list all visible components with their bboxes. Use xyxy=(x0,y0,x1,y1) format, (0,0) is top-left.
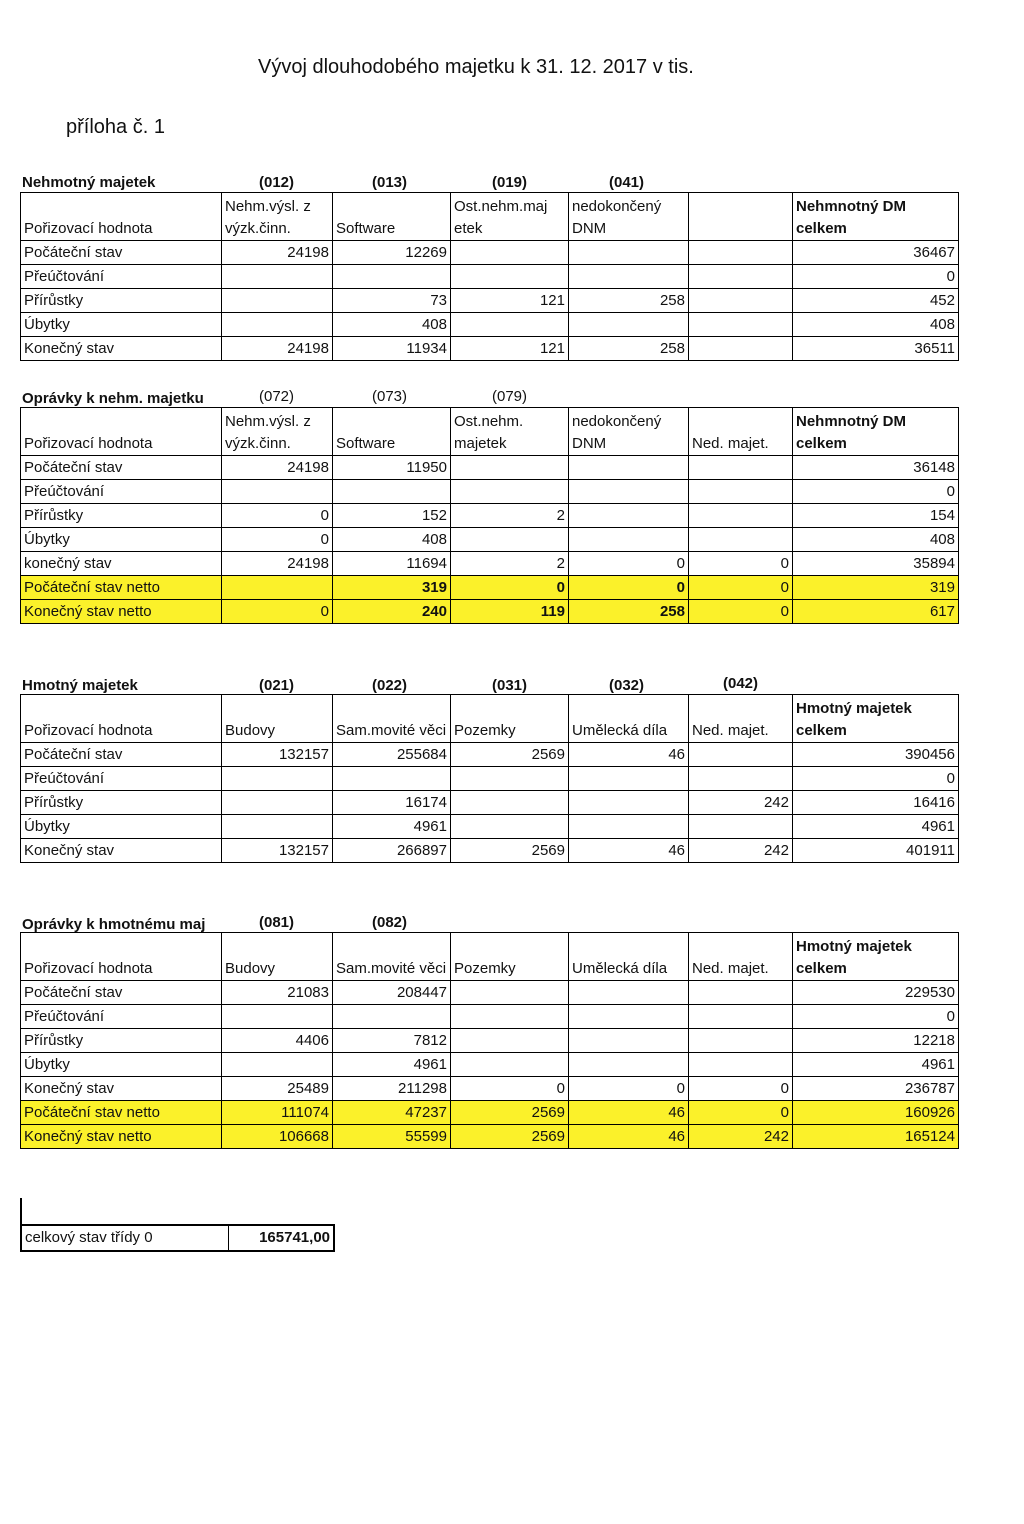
account-code: (081) xyxy=(259,914,295,931)
value-cell xyxy=(569,1005,689,1029)
value-cell: 0 xyxy=(222,600,333,624)
value-cell: 46 xyxy=(569,1101,689,1125)
column-header: Pozemky xyxy=(451,695,569,743)
value-cell: 4406 xyxy=(222,1029,333,1053)
value-cell xyxy=(569,981,689,1005)
row-label: Počáteční stav xyxy=(21,456,222,480)
column-header: Hmotný majetek celkem xyxy=(793,933,959,981)
value-cell: 11694 xyxy=(333,552,451,576)
value-cell: 25489 xyxy=(222,1077,333,1101)
value-cell xyxy=(569,791,689,815)
value-cell: 12269 xyxy=(333,241,451,265)
value-cell: 617 xyxy=(793,600,959,624)
table-row xyxy=(21,265,959,289)
value-cell xyxy=(451,456,569,480)
value-cell: 121 xyxy=(451,289,569,313)
table-row xyxy=(21,743,959,767)
column-header: Budovy xyxy=(222,933,333,981)
table-opravky-nehm-majetku xyxy=(20,407,959,624)
row-header-cell: Pořizovací hodnota xyxy=(21,193,222,241)
value-cell xyxy=(689,480,793,504)
value-cell xyxy=(451,313,569,337)
value-cell: 255684 xyxy=(333,743,451,767)
row-label: Konečný stav netto xyxy=(21,600,222,624)
divider xyxy=(20,1198,22,1226)
row-label: Přírůstky xyxy=(21,289,222,313)
column-header: Ned. majet. xyxy=(689,933,793,981)
value-cell xyxy=(451,1005,569,1029)
value-cell xyxy=(451,241,569,265)
table-row xyxy=(21,1125,959,1149)
value-cell: 0 xyxy=(689,576,793,600)
value-cell xyxy=(689,1005,793,1029)
table-row xyxy=(21,1029,959,1053)
value-cell: 0 xyxy=(569,1077,689,1101)
table-row xyxy=(21,456,959,480)
row-label: Počáteční stav xyxy=(21,241,222,265)
value-cell: 0 xyxy=(569,552,689,576)
annex-label: příloha č. 1 xyxy=(66,116,165,138)
value-cell: 0 xyxy=(793,767,959,791)
value-cell xyxy=(689,767,793,791)
value-cell: 0 xyxy=(569,576,689,600)
column-header: Ned. majet. xyxy=(689,408,793,456)
section-title-nehmotny: Nehmotný majetek xyxy=(22,174,156,191)
value-cell xyxy=(689,1029,793,1053)
table-row xyxy=(21,767,959,791)
column-header: Umělecká díla xyxy=(569,933,689,981)
value-cell: 154 xyxy=(793,504,959,528)
value-cell: 24198 xyxy=(222,337,333,361)
value-cell xyxy=(569,456,689,480)
value-cell: 24198 xyxy=(222,456,333,480)
value-cell: 16174 xyxy=(333,791,451,815)
value-cell xyxy=(689,528,793,552)
value-cell xyxy=(222,289,333,313)
column-header: Ned. majet. xyxy=(689,695,793,743)
value-cell: 35894 xyxy=(793,552,959,576)
value-cell: 152 xyxy=(333,504,451,528)
value-cell: 4961 xyxy=(793,1053,959,1077)
value-cell: 2569 xyxy=(451,839,569,863)
value-cell xyxy=(451,265,569,289)
value-cell: 111074 xyxy=(222,1101,333,1125)
row-label: Konečný stav xyxy=(21,337,222,361)
value-cell: 401911 xyxy=(793,839,959,863)
value-cell xyxy=(333,1005,451,1029)
value-cell: 0 xyxy=(689,1101,793,1125)
row-label: Přírůstky xyxy=(21,791,222,815)
row-label: Úbytky xyxy=(21,313,222,337)
value-cell: 46 xyxy=(569,839,689,863)
row-label: Přírůstky xyxy=(21,1029,222,1053)
value-cell xyxy=(689,815,793,839)
value-cell: 121 xyxy=(451,337,569,361)
value-cell: 242 xyxy=(689,1125,793,1149)
value-cell: 160926 xyxy=(793,1101,959,1125)
value-cell xyxy=(451,767,569,791)
column-header: Ost.nehm.maj etek xyxy=(451,193,569,241)
value-cell: 408 xyxy=(793,528,959,552)
value-cell xyxy=(222,576,333,600)
account-code: (019) xyxy=(492,174,528,191)
value-cell: 11950 xyxy=(333,456,451,480)
value-cell: 266897 xyxy=(333,839,451,863)
total-value: 165741,00 xyxy=(259,1229,330,1246)
table-row xyxy=(21,241,959,265)
table-row xyxy=(21,337,959,361)
column-header: nedokončený DNM xyxy=(569,193,689,241)
column-header: Nehmnotný DM celkem xyxy=(793,408,959,456)
value-cell: 24198 xyxy=(222,241,333,265)
value-cell: 0 xyxy=(689,1077,793,1101)
column-header: Nehm.výsl. z výzk.činn. xyxy=(222,408,333,456)
value-cell: 258 xyxy=(569,337,689,361)
value-cell: 236787 xyxy=(793,1077,959,1101)
value-cell: 258 xyxy=(569,289,689,313)
column-header: Software xyxy=(333,408,451,456)
value-cell xyxy=(569,1053,689,1077)
account-code: (042) xyxy=(723,675,759,692)
column-header: Sam.movité věci xyxy=(333,695,451,743)
value-cell xyxy=(333,265,451,289)
value-cell: 0 xyxy=(222,528,333,552)
row-label: Počáteční stav netto xyxy=(21,1101,222,1125)
value-cell: 0 xyxy=(689,552,793,576)
account-code: (041) xyxy=(609,174,645,191)
value-cell: 11934 xyxy=(333,337,451,361)
value-cell: 165124 xyxy=(793,1125,959,1149)
row-header-cell: Pořizovací hodnota xyxy=(21,408,222,456)
value-cell: 2569 xyxy=(451,1101,569,1125)
table-row xyxy=(21,791,959,815)
value-cell: 0 xyxy=(222,504,333,528)
account-code: (073) xyxy=(372,388,408,405)
value-cell xyxy=(222,815,333,839)
value-cell: 36467 xyxy=(793,241,959,265)
value-cell: 2 xyxy=(451,504,569,528)
value-cell: 240 xyxy=(333,600,451,624)
column-header: Software xyxy=(333,193,451,241)
total-label: celkový stav třídy 0 xyxy=(22,1226,229,1250)
value-cell: 7812 xyxy=(333,1029,451,1053)
column-header: Pozemky xyxy=(451,933,569,981)
column-header: nedokončený DNM xyxy=(569,408,689,456)
value-cell: 47237 xyxy=(333,1101,451,1125)
value-cell xyxy=(569,480,689,504)
section-title-opravky-hm: Oprávky k hmotnému maj xyxy=(22,916,206,933)
value-cell: 258 xyxy=(569,600,689,624)
value-cell: 242 xyxy=(689,791,793,815)
column-header: Umělecká díla xyxy=(569,695,689,743)
section-title-hmotny: Hmotný majetek xyxy=(22,677,138,694)
row-label: Přeúčtování xyxy=(21,1005,222,1029)
account-code: (079) xyxy=(492,388,528,405)
table-row xyxy=(21,1053,959,1077)
value-cell xyxy=(222,767,333,791)
value-cell xyxy=(689,504,793,528)
value-cell: 408 xyxy=(793,313,959,337)
value-cell xyxy=(689,337,793,361)
table-row xyxy=(21,552,959,576)
row-label: Konečný stav netto xyxy=(21,1125,222,1149)
value-cell xyxy=(689,289,793,313)
value-cell xyxy=(569,241,689,265)
account-code: (031) xyxy=(492,677,528,694)
table-row xyxy=(21,528,959,552)
row-label: Přeúčtování xyxy=(21,767,222,791)
value-cell xyxy=(222,1053,333,1077)
row-label: Úbytky xyxy=(21,815,222,839)
value-cell xyxy=(451,815,569,839)
value-cell: 2 xyxy=(451,552,569,576)
value-cell: 390456 xyxy=(793,743,959,767)
table-row xyxy=(21,504,959,528)
value-cell: 4961 xyxy=(793,815,959,839)
table-row xyxy=(21,576,959,600)
value-cell: 0 xyxy=(451,576,569,600)
column-header: Hmotný majetek celkem xyxy=(793,695,959,743)
value-cell xyxy=(569,767,689,791)
account-code: (013) xyxy=(372,174,408,191)
value-cell: 16416 xyxy=(793,791,959,815)
value-cell xyxy=(689,1053,793,1077)
column-header: Budovy xyxy=(222,695,333,743)
row-label: Přírůstky xyxy=(21,504,222,528)
account-code: (021) xyxy=(259,677,295,694)
column-header: Ost.nehm. majetek xyxy=(451,408,569,456)
value-cell xyxy=(689,743,793,767)
table-row xyxy=(21,815,959,839)
row-label: Přeúčtování xyxy=(21,265,222,289)
value-cell: 24198 xyxy=(222,552,333,576)
value-cell xyxy=(222,791,333,815)
table-row xyxy=(21,480,959,504)
value-cell xyxy=(451,1053,569,1077)
value-cell: 229530 xyxy=(793,981,959,1005)
value-cell: 55599 xyxy=(333,1125,451,1149)
value-cell: 319 xyxy=(333,576,451,600)
value-cell xyxy=(222,1005,333,1029)
row-header-cell: Pořizovací hodnota xyxy=(21,695,222,743)
account-code: (032) xyxy=(609,677,645,694)
value-cell: 452 xyxy=(793,289,959,313)
value-cell xyxy=(222,480,333,504)
row-label: Úbytky xyxy=(21,1053,222,1077)
value-cell xyxy=(689,456,793,480)
value-cell xyxy=(451,480,569,504)
page-title: Vývoj dlouhodobého majetku k 31. 12. 2017 v tis. xyxy=(258,56,694,78)
row-label: Úbytky xyxy=(21,528,222,552)
column-header: Nehmnotný DM celkem xyxy=(793,193,959,241)
value-cell: 106668 xyxy=(222,1125,333,1149)
column-header: Sam.movité věci xyxy=(333,933,451,981)
table-row xyxy=(21,313,959,337)
value-cell: 319 xyxy=(793,576,959,600)
account-code: (022) xyxy=(372,677,408,694)
value-cell: 36511 xyxy=(793,337,959,361)
value-cell xyxy=(689,981,793,1005)
value-cell xyxy=(451,1029,569,1053)
value-cell xyxy=(222,313,333,337)
row-label: Počáteční stav xyxy=(21,981,222,1005)
value-cell: 0 xyxy=(793,265,959,289)
value-cell: 0 xyxy=(451,1077,569,1101)
value-cell xyxy=(569,815,689,839)
value-cell xyxy=(569,528,689,552)
row-label: Počáteční stav xyxy=(21,743,222,767)
value-cell xyxy=(451,981,569,1005)
value-cell: 408 xyxy=(333,528,451,552)
value-cell: 12218 xyxy=(793,1029,959,1053)
value-cell: 0 xyxy=(689,600,793,624)
value-cell: 73 xyxy=(333,289,451,313)
value-cell xyxy=(569,313,689,337)
value-cell: 4961 xyxy=(333,1053,451,1077)
value-cell: 0 xyxy=(793,480,959,504)
table-row xyxy=(21,1101,959,1125)
value-cell: 46 xyxy=(569,743,689,767)
row-label: Počáteční stav netto xyxy=(21,576,222,600)
value-cell: 2569 xyxy=(451,743,569,767)
row-label: Přeúčtování xyxy=(21,480,222,504)
table-hmotny-majetek xyxy=(20,694,959,863)
value-cell xyxy=(569,265,689,289)
table-row xyxy=(21,600,959,624)
value-cell: 119 xyxy=(451,600,569,624)
value-cell: 4961 xyxy=(333,815,451,839)
column-header xyxy=(689,193,793,241)
account-code: (082) xyxy=(372,914,408,931)
value-cell: 242 xyxy=(689,839,793,863)
table-row xyxy=(21,1077,959,1101)
value-cell: 2569 xyxy=(451,1125,569,1149)
section-title-opravky-nehm: Oprávky k nehm. majetku xyxy=(22,390,204,407)
row-label: konečný stav xyxy=(21,552,222,576)
table-row xyxy=(21,1005,959,1029)
value-cell: 46 xyxy=(569,1125,689,1149)
account-code: (072) xyxy=(259,388,295,405)
account-code: (012) xyxy=(259,174,295,191)
column-header: Nehm.výsl. z výzk.činn. xyxy=(222,193,333,241)
value-cell xyxy=(333,480,451,504)
value-cell: 0 xyxy=(793,1005,959,1029)
table-row xyxy=(21,839,959,863)
value-cell: 21083 xyxy=(222,981,333,1005)
value-cell: 36148 xyxy=(793,456,959,480)
table-row xyxy=(21,289,959,313)
value-cell: 211298 xyxy=(333,1077,451,1101)
row-label: Konečný stav xyxy=(21,1077,222,1101)
table-opravky-hmotneho-majetku xyxy=(20,932,959,1149)
total-box xyxy=(20,1224,335,1252)
value-cell xyxy=(689,313,793,337)
value-cell xyxy=(689,265,793,289)
table-nehmotny-majetek xyxy=(20,192,959,361)
value-cell: 132157 xyxy=(222,743,333,767)
row-label: Konečný stav xyxy=(21,839,222,863)
value-cell xyxy=(333,767,451,791)
value-cell xyxy=(569,1029,689,1053)
value-cell xyxy=(451,791,569,815)
value-cell xyxy=(569,504,689,528)
value-cell xyxy=(689,241,793,265)
value-cell: 132157 xyxy=(222,839,333,863)
value-cell: 208447 xyxy=(333,981,451,1005)
row-header-cell: Pořizovací hodnota xyxy=(21,933,222,981)
value-cell: 408 xyxy=(333,313,451,337)
table-row xyxy=(21,981,959,1005)
value-cell xyxy=(451,528,569,552)
value-cell xyxy=(222,265,333,289)
